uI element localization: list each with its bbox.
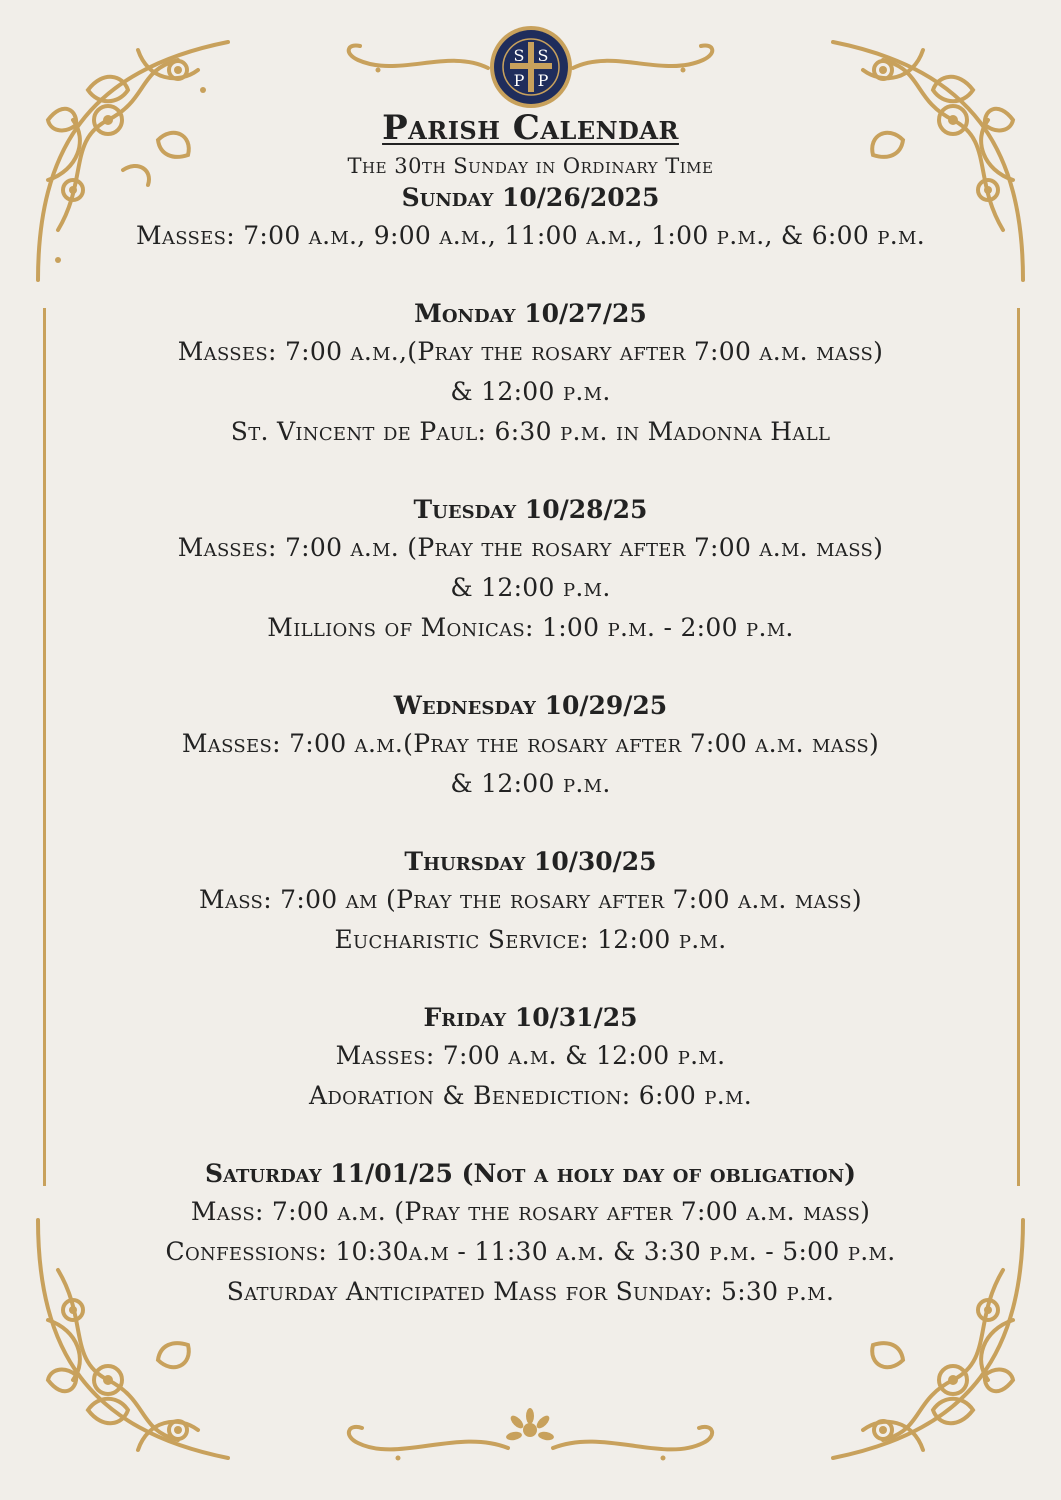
bottom-flourish-icon: [338, 1408, 723, 1468]
day-block-saturday: [60, 1156, 1001, 1312]
left-border-rule: [43, 308, 46, 1186]
parish-logo-seal: [488, 24, 574, 110]
schedule-line: & 12:00 p.m.: [450, 573, 611, 602]
day-block-friday: [60, 1000, 1001, 1116]
day-block-thursday: [60, 844, 1001, 960]
day-heading: Saturday 11/01/25 (Not a holy day of obligation): [204, 1159, 857, 1188]
right-border-rule: [1017, 308, 1020, 1186]
schedule-line: Masses: 7:00 a.m. (Pray the rosary after 7:00 a.m. mass): [177, 533, 884, 562]
svg-text:S: S: [513, 46, 525, 65]
day-heading: Wednesday 10/29/25: [393, 691, 668, 720]
day-heading: Sunday 10/26/2025: [401, 183, 660, 212]
schedule-line: Eucharistic Service: 12:00 p.m.: [334, 925, 727, 954]
day-block-monday: [60, 296, 1001, 452]
day-block-tuesday: [60, 492, 1001, 648]
schedule-line: St. Vincent de Paul: 6:30 p.m. in Madonna Hall: [230, 417, 831, 446]
day-block-sunday: [60, 180, 1001, 256]
schedule-line: Masses: 7:00 a.m.(Pray the rosary after 7:00 a.m. mass): [181, 729, 880, 758]
schedule-line: & 12:00 p.m.: [450, 377, 611, 406]
schedule-line: Masses: 7:00 a.m.,(Pray the rosary after 7:00 a.m. mass): [177, 337, 884, 366]
page-subtitle: The 30th Sunday in Ordinary Time: [347, 154, 714, 178]
svg-text:P: P: [513, 71, 525, 90]
day-heading: Tuesday 10/28/25: [413, 495, 648, 524]
page-title: Parish Calendar: [382, 108, 679, 148]
schedule-line: Mass: 7:00 am (Pray the rosary after 7:00 a.m. mass): [199, 885, 862, 914]
day-heading: Thursday 10/30/25: [404, 847, 657, 876]
svg-text:P: P: [537, 71, 549, 90]
schedule-line: Mass: 7:00 a.m. (Pray the rosary after 7:00 a.m. mass): [190, 1197, 871, 1226]
schedule-line: Confessions: 10:30a.m - 11:30 a.m. & 3:30 p.m. - 5:00 p.m.: [165, 1237, 896, 1266]
day-heading: Friday 10/31/25: [423, 1003, 638, 1032]
schedule-line: Adoration & Benediction: 6:00 p.m.: [308, 1081, 752, 1110]
schedule-line: Saturday Anticipated Mass for Sunday: 5:30 p.m.: [226, 1277, 835, 1306]
schedule-line: Masses: 7:00 a.m., 9:00 a.m., 11:00 a.m., 1:00 p.m., & 6:00 p.m.: [136, 221, 925, 250]
day-block-wednesday: [60, 688, 1001, 804]
svg-text:S: S: [537, 46, 549, 65]
calendar-content: [60, 106, 1001, 1312]
day-heading: Monday 10/27/25: [414, 299, 647, 328]
schedule-line: & 12:00 p.m.: [450, 769, 611, 798]
schedule-line: Millions of Monicas: 1:00 p.m. - 2:00 p.m.: [267, 613, 794, 642]
schedule-line: Masses: 7:00 a.m. & 12:00 p.m.: [335, 1041, 726, 1070]
